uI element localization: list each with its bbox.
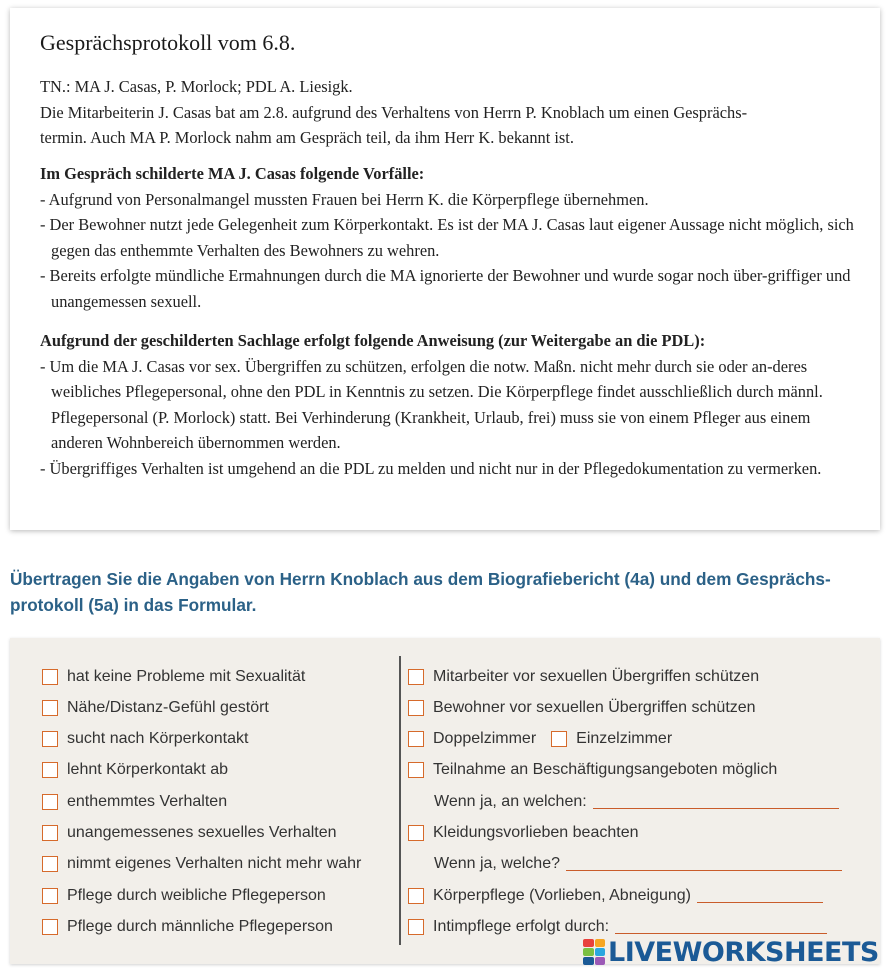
checkbox-female-caregiver[interactable] [42, 888, 58, 904]
liveworksheets-logo [583, 937, 879, 967]
form-row [42, 697, 269, 719]
instruction-item: - Um die MA J. Casas vor sex. Übergriffen zu schützen, erfolgen die notw. Maßn. nicht mehr durch sie oder an-deres weibliches Pflegepersonal, ohne den PDL in Kenntnis zu setzen. Die Körperpflege findet ausschließlich durch männl. Pflegepersonal (P. Morlock) statt. Bei Verhinderung (Krankheit, Urlaub, frei) muss sie von einem Pfleger aus einem anderen Wohnbereich übernommen werden. [40, 356, 823, 453]
checkbox-protect-resident[interactable] [408, 700, 424, 716]
checkbox-intimate-care[interactable] [408, 919, 424, 935]
task-instruction-line-2: protokoll (5a) in das Formular. [10, 595, 257, 615]
option-label: Pflege durch männliche Pflegeperson [67, 918, 333, 935]
task-instruction [10, 566, 870, 618]
option-label: Nähe/Distanz-Gefühl gestört [67, 699, 269, 716]
protocol-section-incidents [40, 161, 858, 315]
incidents-heading: Im Gespräch schilderte MA J. Casas folgende Vorfälle: [40, 164, 425, 183]
option-label: Einzelzimmer [576, 730, 673, 747]
form-row [408, 666, 759, 688]
form-row [42, 885, 326, 907]
form-row [434, 791, 839, 813]
option-label: nimmt eigenes Verhalten nicht mehr wahr [67, 855, 362, 872]
option-label: Doppelzimmer [433, 730, 537, 747]
checkbox-single-room[interactable] [551, 731, 567, 747]
form-row [408, 759, 777, 781]
option-label: Teilnahme an Beschäftigungsangeboten möglich [433, 761, 778, 778]
intro-line-2: termin. Auch MA P. Morlock nahm am Gespräch teil, da ihm Herr K. bekannt ist. [40, 128, 574, 148]
liveworksheets-logo-icon [583, 939, 605, 965]
form-row [42, 666, 305, 688]
form-row [42, 853, 361, 875]
instruction-heading: Aufgrund der geschilderten Sachlage erfolgt folgende Anweisung (zur Weitergabe an die PDL): [40, 331, 706, 350]
checkbox-activities[interactable] [408, 762, 424, 778]
body-care-answer-line[interactable] [697, 902, 823, 903]
form-row [42, 822, 337, 844]
liveworksheets-logo-text: LIVEWORKSHEETS [608, 936, 879, 968]
instruction-item: - Übergriffiges Verhalten ist umgehend an die PDL zu melden und nicht nur in der Pflegedokumentation zu vermerken. [40, 458, 822, 478]
checkbox-inappropriate-sexual[interactable] [42, 825, 58, 841]
participants-line: TN.: MA J. Casas, P. Morlock; PDL A. Liesigk. [40, 77, 353, 96]
form-row [408, 697, 756, 719]
incident-item: - Der Bewohner nutzt jede Gelegenheit zum Körperkontakt. Es ist der MA J. Casas laut eigener Aussage nicht möglich, sich gegen das enthemmte Verhalten des Bewohners zu wehren. [40, 215, 854, 260]
form-row [408, 822, 638, 844]
column-divider [399, 656, 401, 945]
form-row [42, 916, 333, 938]
checkbox-double-room[interactable] [408, 731, 424, 747]
task-instruction-line-1: Übertragen Sie die Angaben von Herrn Knoblach aus dem Biografiebericht (4a) und dem Gesprächs- [10, 569, 831, 589]
protocol-intro [40, 74, 858, 151]
form-row [408, 728, 672, 750]
option-label: Bewohner vor sexuellen Übergriffen schützen [433, 699, 756, 716]
checkbox-no-sexuality-problems[interactable] [42, 669, 58, 685]
checkbox-male-caregiver[interactable] [42, 919, 58, 935]
protocol-card [10, 8, 880, 530]
checkbox-body-care[interactable] [408, 888, 424, 904]
form-row [42, 728, 248, 750]
form-row [42, 759, 228, 781]
protocol-section-instruction [40, 328, 858, 482]
checkbox-unaware-behavior[interactable] [42, 856, 58, 872]
intimate-care-answer-line[interactable] [615, 933, 827, 934]
intro-line-1: Die Mitarbeiterin J. Casas bat am 2.8. aufgrund des Verhaltens von Herrn P. Knoblach um einen Gesprächs- [40, 102, 748, 122]
option-label: sucht nach Körperkontakt [67, 730, 249, 747]
option-label: Intimpflege erfolgt durch: [433, 918, 610, 935]
option-label: Mitarbeiter vor sexuellen Übergriffen schützen [433, 668, 760, 685]
option-label: lehnt Körperkontakt ab [67, 761, 228, 778]
checkbox-seeks-contact[interactable] [42, 731, 58, 747]
checkbox-proximity-disturbed[interactable] [42, 700, 58, 716]
form-row [434, 853, 842, 875]
option-label: Pflege durch weibliche Pflegeperson [67, 887, 326, 904]
checkbox-protect-staff[interactable] [408, 669, 424, 685]
protocol-title: Gesprächsprotokoll vom 6.8. [40, 30, 296, 55]
checkbox-disinhibited[interactable] [42, 794, 58, 810]
option-label: unangemessenes sexuelles Verhalten [67, 824, 337, 841]
option-label: Kleidungsvorlieben beachten [433, 824, 639, 841]
form-row [408, 916, 827, 938]
form-row [42, 791, 227, 813]
incident-item: - Aufgrund von Personalmangel mussten Frauen bei Herrn K. die Körperpflege übernehmen. [40, 189, 649, 209]
option-label: Körperpflege (Vorlieben, Abneigung) [433, 887, 691, 904]
checkbox-refuses-contact[interactable] [42, 762, 58, 778]
care-form [10, 638, 880, 964]
activities-answer-line[interactable] [593, 808, 839, 809]
checkbox-clothing[interactable] [408, 825, 424, 841]
field-label: Wenn ja, an welchen: [434, 793, 587, 810]
option-label: hat keine Probleme mit Sexualität [67, 668, 306, 685]
incident-item: - Bereits erfolgte mündliche Ermahnungen durch die MA ignorierte der Bewohner und wurde sogar noch über-griffiger und unangemessen sexuell. [40, 266, 851, 311]
form-row [408, 885, 823, 907]
field-label: Wenn ja, welche? [434, 855, 560, 872]
clothing-answer-line[interactable] [566, 870, 842, 871]
option-label: enthemmtes Verhalten [67, 793, 228, 810]
